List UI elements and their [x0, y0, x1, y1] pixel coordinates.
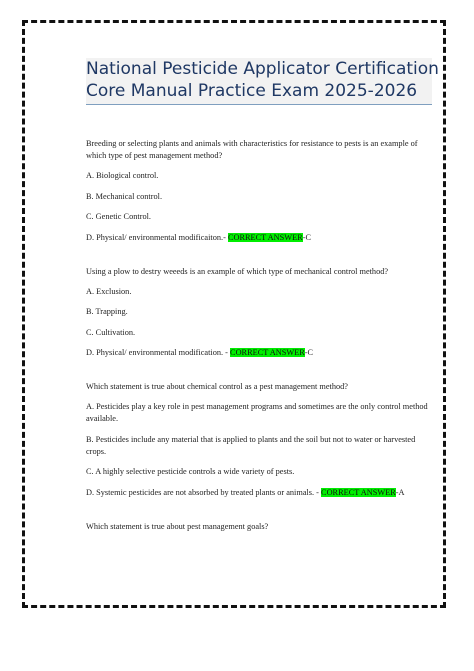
correct-answer-value: -C [304, 348, 314, 357]
question-block-1 [86, 138, 436, 244]
question-block-2 [86, 266, 436, 360]
option-c: C. Cultivation. [86, 327, 136, 337]
question-text: Which statement is true about pest management goals? [86, 521, 269, 531]
title-line-1: National Pesticide Applicator Certification [86, 59, 439, 79]
option-b: B. Mechanical control. [86, 191, 163, 201]
correct-answer-highlight: CORRECT ANSWER [230, 348, 305, 357]
question-text: Which statement is true about chemical control as a pest management method? [86, 382, 348, 391]
option-d-text: D. Physical/ environmental modification. - [86, 348, 228, 357]
question-text: Using a plow to destry weeeds is an example of which type of mechanical control method? [86, 266, 389, 276]
title-block [86, 58, 439, 105]
option-a: A. Biological control. [86, 171, 159, 180]
title-line-2: Core Manual Practice Exam 2025-2026 [86, 81, 418, 101]
option-c: C. A highly selective pesticide controls a wide variety of pests. [86, 467, 295, 476]
option-d [86, 232, 436, 244]
option-a: A. Exclusion. [86, 286, 132, 296]
correct-answer-value: -A [395, 487, 405, 497]
exam-content [86, 138, 436, 555]
correct-answer-value: -C [302, 232, 312, 242]
option-c: C. Genetic Control. [86, 212, 151, 221]
option-b: B. Trapping. [86, 307, 128, 316]
option-d-text: D. Physical/ environmental modificaiton.- [86, 232, 226, 242]
correct-answer-highlight: CORRECT ANSWER [321, 487, 396, 497]
option-a: A. Pesticides play a key role in pest management programs and sometimes are the only control method available. [86, 402, 428, 423]
option-d-text: D. Systemic pesticides are not absorbed by treated plants or animals. - [86, 487, 319, 497]
question-block-3 [86, 381, 436, 499]
document-title [86, 58, 439, 102]
question-text: Breeding or selecting plants and animals with characteristics for resistance to pests is an example of which type of pest management method? [86, 139, 418, 160]
option-d [86, 487, 436, 499]
question-block-4 [86, 521, 436, 533]
option-d [86, 347, 436, 359]
correct-answer-highlight: CORRECT ANSWER [227, 232, 303, 242]
option-b: B. Pesticides include any material that is applied to plants and the soil but not to water or harvested crops. [86, 434, 416, 456]
